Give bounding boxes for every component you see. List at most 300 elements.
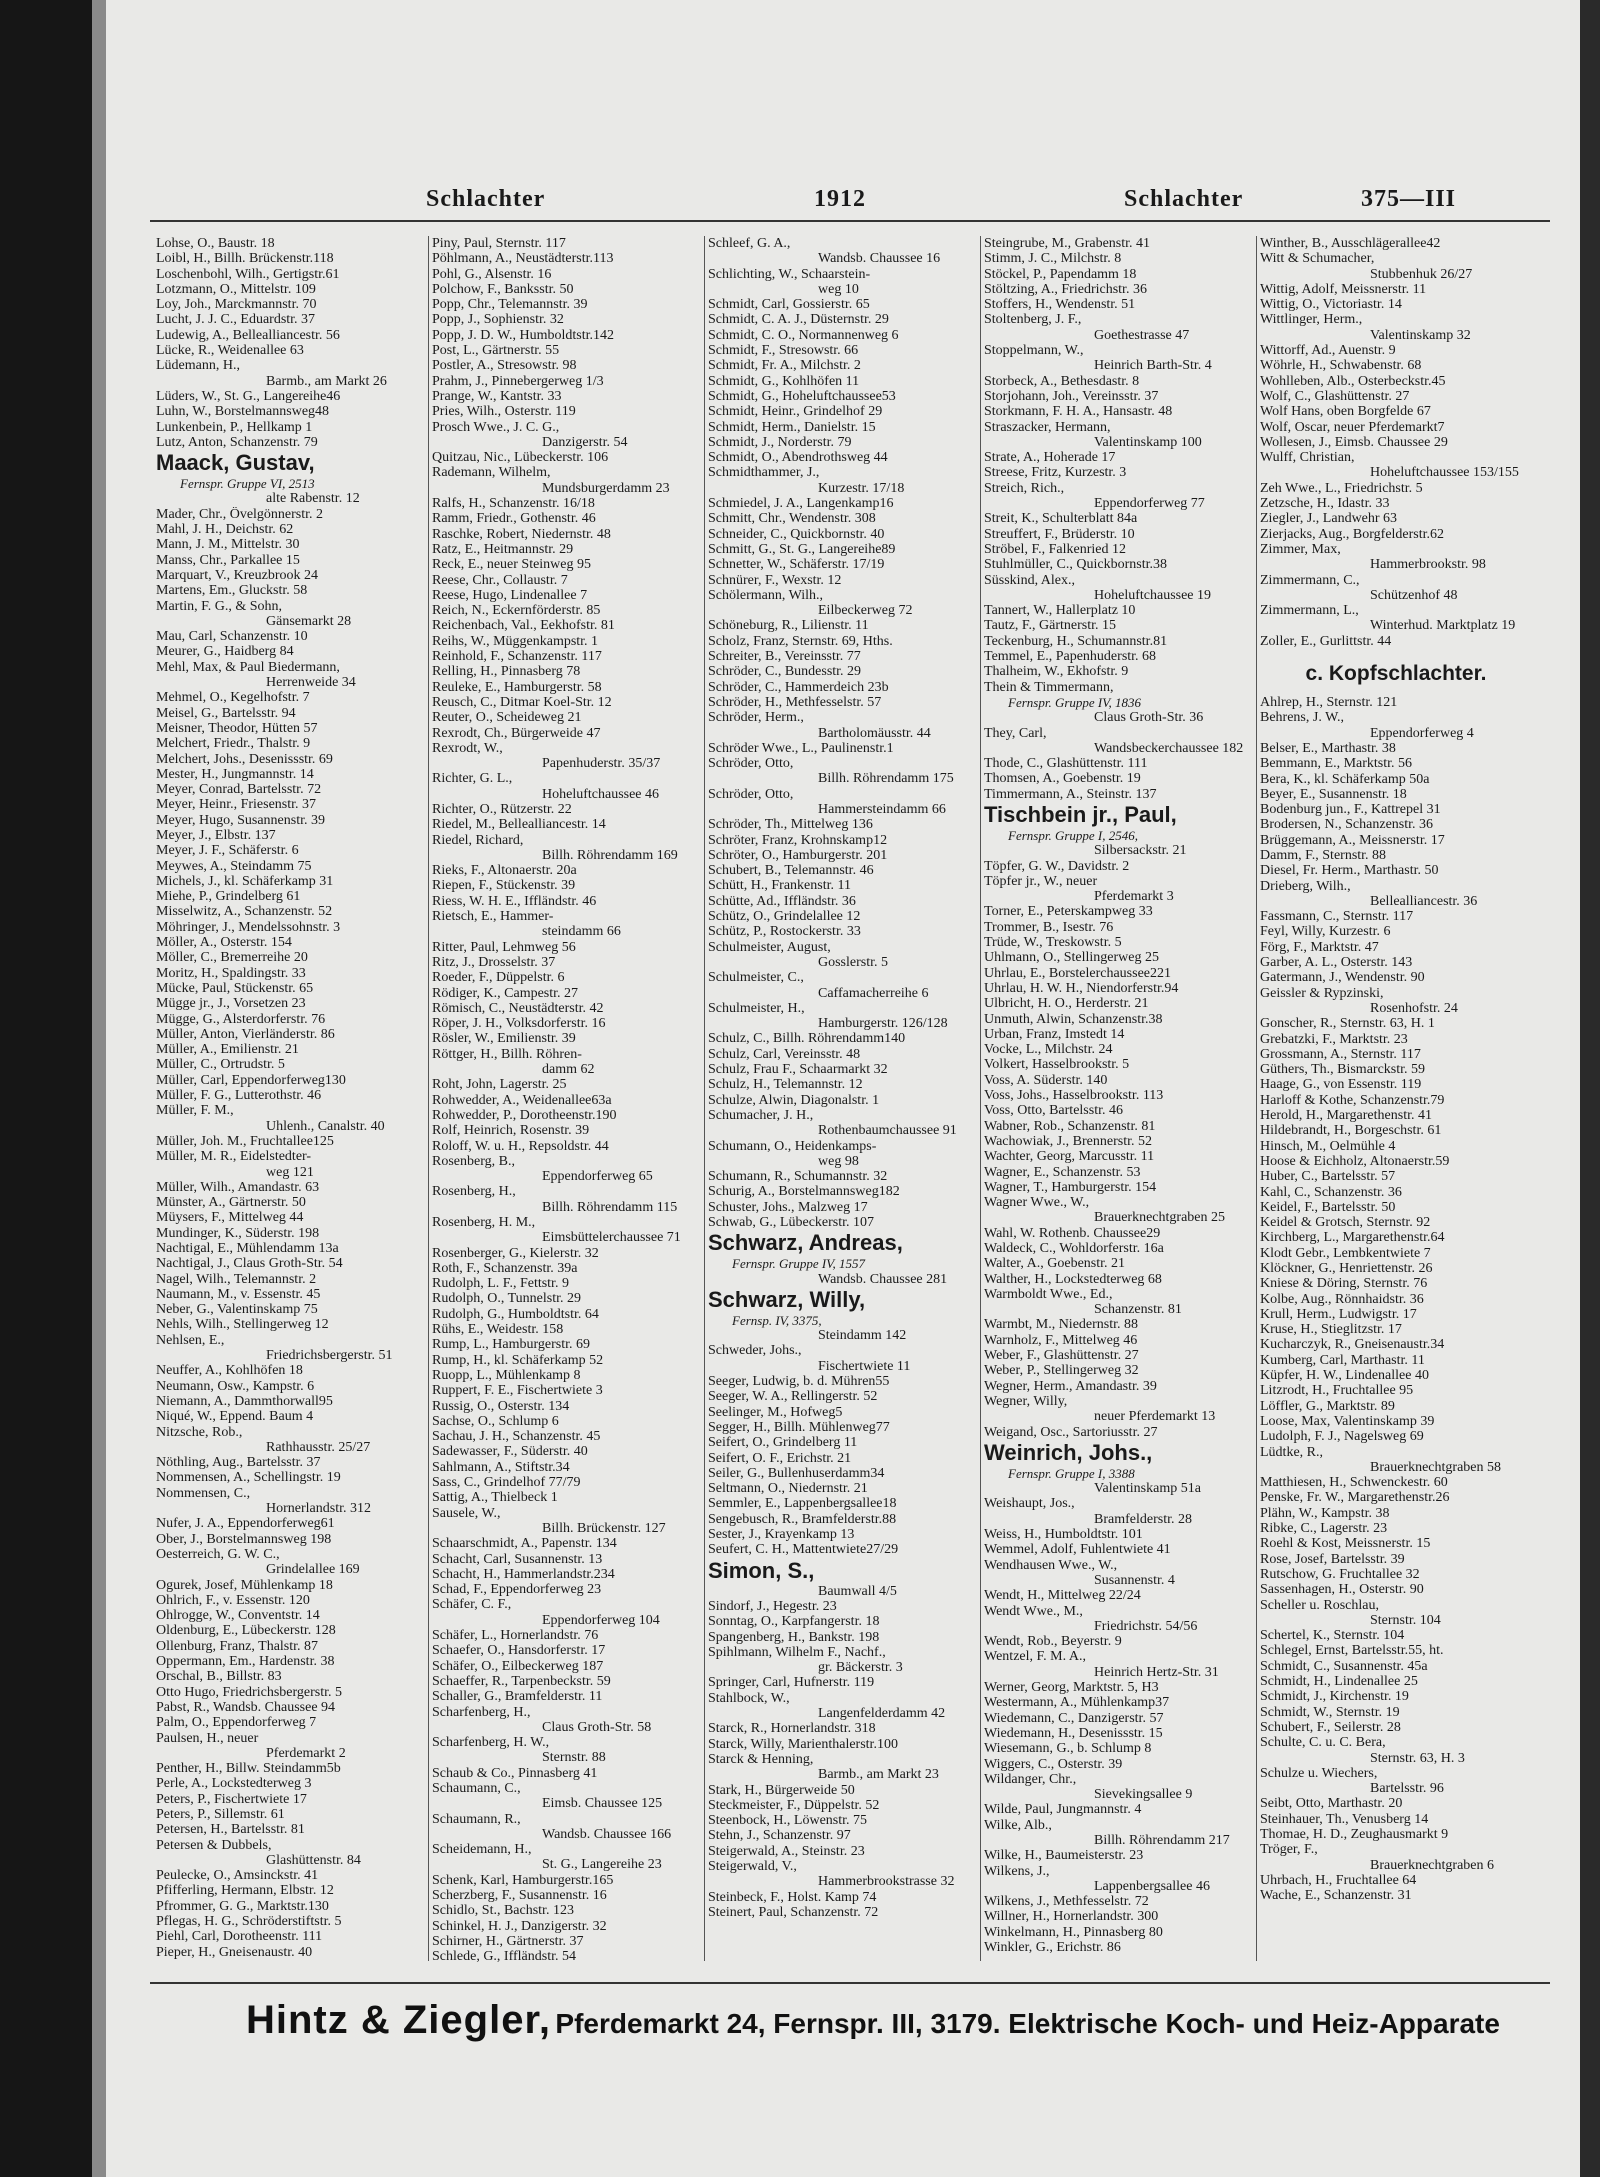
listing-entry: Schulze u. Wiechers, [1260, 1765, 1378, 1781]
listing-entry: Popp, J., Sophienstr. 32 [432, 312, 564, 328]
address-continuation: Hamburgerstr. 126/128 [818, 1016, 948, 1032]
listing-entry: Löffler, G., Marktstr. 89 [1260, 1398, 1395, 1414]
listing-entry: Mehl, Max, & Paul Biedermann, [156, 659, 340, 675]
listing-entry: Seibt, Otto, Marthastr. 20 [1260, 1796, 1403, 1812]
listing-entry: Roloff, W. u. H., Repsoldstr. 44 [432, 1138, 609, 1154]
listing-entry: Schidlo, St., Bachstr. 123 [432, 1903, 574, 1919]
listing-entry: Schenk, Karl, Hamburgerstr.165 [432, 1872, 614, 1888]
column-5 [1260, 236, 1532, 1971]
address-continuation: Fischertwiete 11 [818, 1358, 911, 1374]
listing-entry: Wegner, Herm., Amandastr. 39 [984, 1378, 1157, 1394]
listing-entry: Meyer, Hugo, Susannenstr. 39 [156, 812, 325, 828]
listing-entry: Mügge, G., Alsterdorferstr. 76 [156, 1011, 326, 1027]
address-continuation: Grindelallee 169 [266, 1562, 360, 1578]
address-continuation: Glashüttenstr. 84 [266, 1852, 361, 1868]
listing-entry: Steinert, Paul, Schanzenstr. 72 [708, 1904, 879, 1920]
listing-entry: Rump, L., Hamburgerstr. 69 [432, 1337, 591, 1353]
listing-entry: Kruse, H., Stieglitzstr. 17 [1260, 1322, 1402, 1338]
address-continuation: neuer Pferdemarkt 13 [1094, 1409, 1216, 1425]
listing-entry: Wilde, Paul, Jungmannstr. 4 [984, 1802, 1142, 1818]
listing-entry: Schröder, C., Hammerdeich 23b [708, 679, 889, 695]
listing-entry: Spihlmann, Wilhelm F., Nachf., [708, 1644, 886, 1660]
listing-entry: Lüders, W., St. G., Langereihe46 [156, 388, 341, 404]
listing-entry: Martens, Em., Gluckstr. 58 [156, 583, 308, 599]
listing-entry: Schneider, C., Quickbornstr. 40 [708, 526, 885, 542]
address-continuation: Brauerknechtgraben 25 [1094, 1210, 1225, 1226]
listing-entry: Rosenberg, B., [432, 1153, 515, 1169]
listing-entry: Schirner, H., Gärtnerstr. 37 [432, 1933, 584, 1949]
listing-entry: Weber, F., Glashüttenstr. 27 [984, 1348, 1139, 1364]
listing-entry: Schulmeister, H., [708, 1000, 805, 1016]
phone-line: Fernsp. IV, 3375, [732, 1312, 822, 1328]
listing-entry: Schumacher, J. H., [708, 1107, 814, 1123]
listing-entry: Ralfs, H., Schanzenstr. 16/18 [432, 496, 595, 512]
listing-entry: Ogurek, Josef, Mühlenkamp 18 [156, 1577, 333, 1593]
listing-entry: Schubert, F., Seilerstr. 28 [1260, 1719, 1401, 1735]
listing-entry: Niemann, A., Dammthorwall95 [156, 1393, 333, 1409]
listing-entry: Kirchberg, L., Margarethenstr.64 [1260, 1230, 1445, 1246]
listing-entry: Prahm, J., Pinnebergerweg 1/3 [432, 373, 604, 389]
listing-entry: Starck, R., Hornerlandstr. 318 [708, 1721, 876, 1737]
listing-entry: Reihs, W., Müggenkampstr. 1 [432, 633, 599, 649]
listing-entry: Schmiedel, J. A., Langenkamp16 [708, 496, 894, 512]
listing-entry: Weishaupt, Jos., [984, 1496, 1075, 1512]
listing-entry: Herold, H., Margarethenstr. 41 [1260, 1108, 1432, 1124]
listing-entry: Harloff & Kothe, Schanzenstr.79 [1260, 1092, 1445, 1108]
listing-entry: Kumberg, Carl, Marthastr. 11 [1260, 1352, 1425, 1368]
listing-entry: Moritz, H., Spaldingstr. 33 [156, 965, 306, 981]
listing-entry: Schlegel, Ernst, Bartelsstr.55, ht. [1260, 1643, 1444, 1659]
listing-entry: Steinhauer, Th., Venusberg 14 [1260, 1811, 1429, 1827]
listing-entry: Neber, G., Valentinskamp 75 [156, 1302, 318, 1318]
address-continuation: Langenfelderdamm 42 [818, 1706, 946, 1722]
listing-entry: Schwab, G., Lübeckerstr. 107 [708, 1215, 875, 1230]
address-continuation: Bellealliancestr. 36 [1370, 893, 1478, 909]
listing-entry: Seeger, W. A., Rellingerstr. 52 [708, 1389, 878, 1405]
column-divider [428, 236, 429, 1961]
listing-entry: Roehl & Kost, Meissnerstr. 15 [1260, 1536, 1431, 1552]
listing-entry: Zierjacks, Aug., Borgfelderstr.62 [1260, 526, 1445, 542]
phone-line: Fernspr. Gruppe I, 3388 [1008, 1465, 1135, 1481]
listing-entry: Niqué, W., Eppend. Baum 4 [156, 1409, 314, 1425]
listing-entry: Sahlmann, A., Stiftstr.34 [432, 1459, 570, 1475]
listing-entry: Plähn, W., Kampstr. 38 [1260, 1505, 1390, 1521]
listing-entry: Sausele, W., [432, 1505, 501, 1521]
listing-entry: Nehls, Wilh., Stellingerweg 12 [156, 1317, 329, 1333]
listing-entry: Schölermann, Wilh., [708, 587, 824, 603]
listing-entry: Scharfenberg, H. W., [432, 1735, 550, 1751]
listing-entry: Lotzmann, O., Mittelstr. 109 [156, 281, 316, 297]
listing-entry: Manss, Chr., Parkallee 15 [156, 552, 300, 568]
listing-entry: Timmermann, A., Steinstr. 137 [984, 786, 1157, 802]
address-continuation: Sternstr. 104 [1370, 1612, 1441, 1628]
address-continuation: Barmb., am Markt 23 [818, 1767, 939, 1783]
listing-entry: Warnholz, F., Mittelweg 46 [984, 1332, 1138, 1348]
listing-entry: Schaub & Co., Pinnasberg 41 [432, 1765, 598, 1781]
listing-entry: Reese, Hugo, Lindenallee 7 [432, 587, 588, 603]
listing-entry: Ruppert, F. E., Fischertwiete 3 [432, 1383, 603, 1399]
listing-entry: Stuhlmüller, C., Quickbornstr.38 [984, 557, 1167, 573]
listing-entry: Wiedemann, H., Desenissstr. 15 [984, 1725, 1163, 1741]
listing-entry: Töpfer, G. W., Davidstr. 2 [984, 858, 1130, 874]
listing-entry: Storjohann, Joh., Vereinsstr. 37 [984, 388, 1159, 404]
listing-entry: Mundinger, K., Süderstr. 198 [156, 1225, 320, 1241]
address-continuation: Heinrich Hertz-Str. 31 [1094, 1664, 1219, 1680]
listing-entry: Sester, J., Krayenkamp 13 [708, 1527, 855, 1543]
listing-entry: Möller, C., Bremerreihe 20 [156, 950, 308, 966]
address-continuation: Wandsbeckerchaussee 182 [1094, 740, 1244, 756]
listing-entry: Roht, John, Lagerstr. 25 [432, 1077, 567, 1093]
listing-entry: Otto Hugo, Friedrichsbergerstr. 5 [156, 1684, 342, 1700]
listing-entry: Weber, P., Stellingerweg 32 [984, 1363, 1139, 1379]
listing-entry: Willner, H., Hornerlandstr. 300 [984, 1909, 1159, 1925]
listing-entry: Rudolph, O., Tunnelstr. 29 [432, 1291, 581, 1307]
listing-entry: Müller, Joh. M., Fruchtallee125 [156, 1133, 334, 1149]
listing-entry: Rödiger, K., Campestr. 27 [432, 985, 579, 1001]
listing-entry: Müller, Anton, Vierländerstr. 86 [156, 1026, 335, 1042]
listing-entry: Roeder, F., Düppelstr. 6 [432, 970, 565, 986]
listing-entry: Wittorff, Ad., Auenstr. 9 [1260, 343, 1396, 359]
listing-entry: They, Carl, [984, 725, 1047, 741]
scan-edge-right [1580, 0, 1600, 2177]
address-continuation: Gänsemarkt 28 [266, 613, 352, 629]
listing-entry: Strate, A., Hoherade 17 [984, 450, 1116, 466]
column-2 [432, 236, 704, 1971]
listing-entry: Raschke, Robert, Niedernstr. 48 [432, 526, 611, 542]
listing-entry: Rösler, W., Emilienstr. 39 [432, 1031, 576, 1047]
address-continuation: Billh. Brückenstr. 127 [542, 1520, 666, 1536]
listing-entry: Lücke, R., Weidenallee 63 [156, 343, 304, 359]
listing-entry: Wilkens, J., Methfesselstr. 72 [984, 1894, 1149, 1910]
listing-entry: Straszacker, Hermann, [984, 419, 1111, 435]
listing-entry: Pries, Wilh., Osterstr. 119 [432, 404, 576, 420]
listing-entry: Reese, Chr., Collaustr. 7 [432, 572, 568, 588]
listing-entry: Mann, J. M., Mittelstr. 30 [156, 537, 300, 553]
listing-entry: Thalheim, W., Ekhofstr. 9 [984, 664, 1129, 680]
listing-entry: Pieper, H., Gneisenaustr. 40 [156, 1944, 313, 1960]
featured-entry-name: Simon, S., [708, 1557, 815, 1583]
listing-entry: Brodersen, N., Schanzenstr. 36 [1260, 817, 1434, 833]
listing-entry: Voss, Otto, Bartelsstr. 46 [984, 1103, 1123, 1119]
listing-entry: Winther, B., Ausschlägerallee42 [1260, 236, 1441, 251]
listing-entry: Schütte, Ad., Iffländstr. 36 [708, 893, 856, 909]
listing-entry: Ziegler, J., Landwehr 63 [1260, 511, 1398, 527]
listing-entry: Müller, Wilh., Amandastr. 63 [156, 1179, 320, 1195]
featured-entry-name: Tischbein jr., Paul, [984, 801, 1177, 827]
address-continuation: Hoheluftchaussee 153/155 [1370, 465, 1519, 481]
listing-entry: Schäfer, O., Eilbeckerweg 187 [432, 1658, 604, 1674]
listing-entry: Meyer, J. F., Schäferstr. 6 [156, 843, 299, 859]
listing-entry: Melchert, Friedr., Thalstr. 9 [156, 736, 311, 752]
listing-entry: Wittig, Adolf, Meissnerstr. 11 [1260, 281, 1427, 297]
listing-entry: Spangenberg, H., Bankstr. 198 [708, 1629, 880, 1645]
listing-entry: Misselwitz, A., Schanzenstr. 52 [156, 904, 333, 920]
listing-entry: Schleef, G. A., [708, 236, 791, 251]
address-continuation: Heinrich Barth-Str. 4 [1094, 358, 1212, 374]
listing-entry: Rolf, Heinrich, Rosenstr. 39 [432, 1123, 590, 1139]
listing-entry: Oesterreich, G. W. C., [156, 1546, 280, 1562]
listing-entry: Tautz, F., Gärtnerstr. 15 [984, 618, 1117, 634]
listing-entry: Rutschow, G. Fruchtallee 32 [1260, 1566, 1420, 1582]
listing-entry: Ritter, Paul, Lehmweg 56 [432, 939, 576, 955]
address-continuation: damm 62 [542, 1062, 595, 1078]
listing-entry: Wagner, E., Schanzenstr. 53 [984, 1164, 1141, 1180]
listing-entry: Weigand, Osc., Sartoriusstr. 27 [984, 1424, 1158, 1440]
address-continuation: Eimsb. Chaussee 125 [542, 1796, 663, 1812]
listing-entry: Schmitt, G., St. G., Langereihe89 [708, 541, 896, 557]
address-continuation: Billh. Röhrendamm 169 [542, 847, 678, 863]
listing-entry: Orschal, B., Billstr. 83 [156, 1669, 282, 1685]
address-continuation: Rosenhofstr. 24 [1370, 1000, 1458, 1016]
listing-entry: Voss, Johs., Hasselbrookstr. 113 [984, 1088, 1164, 1104]
address-continuation: Barmb., am Markt 26 [266, 373, 387, 389]
listing-entry: Trüde, W., Treskowstr. 5 [984, 935, 1122, 951]
listing-entry: Röttger, H., Billh. Röhren- [432, 1046, 582, 1062]
listing-entry: Wemmel, Adolf, Fuhlentwiete 41 [984, 1542, 1171, 1558]
listing-entry: Belser, E., Marthastr. 38 [1260, 740, 1396, 756]
listing-entry: Zoller, E., Gurlittstr. 44 [1260, 633, 1392, 649]
listing-entry: Wöhrle, H., Schwabenstr. 68 [1260, 358, 1422, 374]
phone-line: Fernspr. Gruppe I, 2546, [1008, 827, 1138, 843]
address-continuation: weg 10 [818, 281, 859, 297]
listing-entry: Wildanger, Chr., [984, 1771, 1077, 1787]
listing-entry: Stoltenberg, J. F., [984, 312, 1082, 328]
address-continuation: Goethestrasse 47 [1094, 327, 1190, 343]
listing-entry: Schütt, H., Frankenstr. 11 [708, 878, 851, 894]
listing-entry: Post, L., Gärtnerstr. 55 [432, 343, 560, 359]
listing-entry: Reuleke, E., Hamburgerstr. 58 [432, 679, 602, 695]
listing-entry: Meyer, J., Elbstr. 137 [156, 827, 276, 843]
listing-entry: Möller, A., Osterstr. 154 [156, 935, 292, 951]
address-continuation: Danzigerstr. 54 [542, 434, 628, 450]
listing-entry: Mügge jr., J., Vorsetzen 23 [156, 996, 306, 1012]
listing-entry: Urban, Franz, Imstedt 14 [984, 1026, 1125, 1042]
listing-entry: Reck, E., neuer Steinweg 95 [432, 557, 592, 573]
listing-entry: Steenbock, H., Löwenstr. 75 [708, 1813, 868, 1829]
listing-entry: Schinkel, H. J., Danzigerstr. 32 [432, 1918, 607, 1934]
listing-entry: Nitzsche, Rob., [156, 1424, 243, 1440]
address-continuation: Friedrichsbergerstr. 51 [266, 1348, 393, 1364]
listing-entry: Diesel, Fr. Herm., Marthastr. 50 [1260, 863, 1439, 879]
listing-entry: Steingrube, M., Grabenstr. 41 [984, 236, 1151, 251]
listing-entry: Streich, Rich., [984, 480, 1065, 496]
listing-entry: Lunkenbein, P., Hellkamp 1 [156, 419, 313, 435]
listing-entry: Storkmann, F. H. A., Hansastr. 48 [984, 404, 1173, 420]
listing-entry: Scharfenberg, H., [432, 1704, 531, 1720]
listing-entry: Mahl, J. H., Deichstr. 62 [156, 522, 294, 538]
listing-entry: Schröder, C., Bundesstr. 29 [708, 664, 862, 680]
listing-entry: Ludewig, A., Bellealliancestr. 56 [156, 327, 340, 343]
listing-entry: Stahlbock, W., [708, 1690, 790, 1706]
listing-entry: Steigerwald, A., Steinstr. 23 [708, 1843, 865, 1859]
scan-edge-left [0, 0, 92, 2177]
listing-entry: Beyer, E., Susannenstr. 18 [1260, 786, 1407, 802]
listing-entry: Zimmermann, L., [1260, 603, 1359, 619]
listing-entry: Walther, H., Lockstedterweg 68 [984, 1271, 1162, 1287]
listing-entry: Wentzel, F. M. A., [984, 1649, 1086, 1665]
listing-entry: Sonntag, O., Karpfangerstr. 18 [708, 1614, 880, 1630]
listing-entry: Miehe, P., Grindelberg 61 [156, 889, 301, 905]
listing-entry: Nehlsen, E., [156, 1332, 225, 1348]
column-divider [980, 236, 981, 1961]
listing-entry: Rudolph, L. F., Fettstr. 9 [432, 1276, 569, 1292]
listing-entry: Schad, F., Eppendorferweg 23 [432, 1582, 602, 1598]
listing-entry: Wiesemann, G., b. Schlump 8 [984, 1741, 1152, 1757]
listing-entry: Schaumann, R., [432, 1811, 521, 1827]
listing-entry: Schmidt, H., Lindenallee 25 [1260, 1674, 1418, 1690]
address-continuation: Mundsburgerdamm 23 [542, 480, 670, 496]
featured-entry-name: Schwarz, Andreas, [708, 1230, 903, 1256]
listing-entry: Popp, J. D. W., Humboldtstr.142 [432, 327, 615, 343]
listing-entry: Martin, F. G., & Sohn, [156, 598, 283, 614]
listing-entry: Meisner, Theodor, Hütten 57 [156, 720, 318, 736]
address-continuation: Eppendorferweg 65 [542, 1169, 653, 1185]
listing-entry: Müysers, F., Mittelweg 44 [156, 1210, 304, 1226]
listing-entry: Nachtigal, J., Claus Groth-Str. 54 [156, 1256, 343, 1272]
listing-entry: Seltmann, O., Niedernstr. 21 [708, 1481, 868, 1497]
listing-entry: Wagner Wwe., W., [984, 1195, 1090, 1211]
listing-entry: Schmidt, C. O., Normannenweg 6 [708, 327, 899, 343]
listing-entry: Schmidt, C., Susannenstr. 45a [1260, 1658, 1428, 1674]
listing-entry: Wolf Hans, oben Borgfelde 67 [1260, 404, 1431, 420]
address-continuation: Winterhud. Marktplatz 19 [1370, 618, 1516, 634]
listing-entry: Schmidt, J., Norderstr. 79 [708, 434, 852, 450]
listing-entry: Quitzau, Nic., Lübeckerstr. 106 [432, 450, 609, 466]
listing-entry: Müller, Carl, Eppendorferweg130 [156, 1072, 346, 1088]
listing-entry: Lüdtke, R., [1260, 1444, 1323, 1460]
column-1 [156, 236, 428, 1971]
listing-entry: Kniese & Döring, Sternstr. 76 [1260, 1276, 1428, 1292]
address-continuation: Sternstr. 63, H. 3 [1370, 1750, 1465, 1766]
listing-entry: Warmbt, M., Niedernstr. 88 [984, 1317, 1139, 1333]
address-continuation: steindamm 66 [542, 924, 621, 940]
listing-entry: Voss, A. Süderstr. 140 [984, 1072, 1108, 1088]
listing-entry: Klodt Gebr., Lembkentwiete 7 [1260, 1245, 1431, 1261]
listing-entry: Nagel, Wilh., Telemannstr. 2 [156, 1271, 317, 1287]
footer-firm-name: Hintz & Ziegler, [246, 1998, 551, 2042]
listing-entry: Storbeck, A., Bethesdastr. 8 [984, 373, 1140, 389]
listing-entry: Schubert, B., Telemannstr. 46 [708, 863, 874, 879]
listing-entry: Melchert, Johs., Desenissstr. 69 [156, 751, 333, 767]
listing-entry: Römisch, C., Neustädterstr. 42 [432, 1000, 604, 1016]
listing-entry: Uhrlau, H. W. H., Niendorferstr.94 [984, 980, 1179, 996]
listing-entry: Weiss, H., Humboldtstr. 101 [984, 1527, 1143, 1543]
listing-entry: Uhlmann, O., Stellingerweg 25 [984, 950, 1159, 966]
listing-entry: Peulecke, O., Amsinckstr. 41 [156, 1868, 319, 1884]
listing-entry: Petersen & Dubbels, [156, 1837, 272, 1853]
listing-entry: Zimmer, Max, [1260, 541, 1341, 557]
listing-entry: Meyer, Conrad, Bartelsstr. 72 [156, 782, 322, 798]
listing-entry: Zetzsche, H., Idastr. 33 [1260, 496, 1390, 512]
listing-entry: Schröter, Franz, Krohnskamp12 [708, 832, 888, 848]
listing-entry: Loschenbohl, Wilh., Gertigstr.61 [156, 266, 340, 282]
listing-entry: Volkert, Hasselbrookstr. 5 [984, 1057, 1130, 1073]
listing-entry: Oppermann, Em., Hardenstr. 38 [156, 1654, 335, 1670]
column-3 [708, 236, 980, 1971]
listing-entry: Reichenbach, Val., Eekhofstr. 81 [432, 618, 615, 634]
listing-entry: Ohlrich, F., v. Essenstr. 120 [156, 1592, 310, 1608]
listing-entry: Piehl, Carl, Dorotheenstr. 111 [156, 1929, 323, 1945]
footer-ad-text: Pferdemarkt 24, Fernspr. III, 3179. Elektrische Koch- und Heiz-Apparate [555, 2008, 1500, 2039]
address-continuation: St. G., Langereihe 23 [542, 1857, 662, 1873]
listing-entry: Ahlrep, H., Sternstr. 121 [1260, 695, 1398, 711]
address-continuation: Hoheluftchaussee 46 [542, 786, 660, 802]
listing-entry: Brüggemann, A., Meissnerstr. 17 [1260, 832, 1445, 848]
listing-entry: Ströbel, F., Falkenried 12 [984, 541, 1126, 557]
listing-entry: Neumann, Osw., Kampstr. 6 [156, 1378, 315, 1394]
listing-entry: Schertel, K., Sternstr. 104 [1260, 1628, 1405, 1644]
address-continuation: Gosslerstr. 5 [818, 954, 888, 970]
listing-entry: Temmel, E., Papenhuderstr. 68 [984, 649, 1157, 665]
listing-entry: Seifert, O. F., Erichstr. 21 [708, 1450, 852, 1466]
listing-entry: Müller, C., Ortrudstr. 5 [156, 1057, 285, 1073]
address-continuation: Steindamm 142 [818, 1328, 907, 1344]
listing-entry: Stoffers, H., Wendenstr. 51 [984, 297, 1136, 313]
address-continuation: Uhlenh., Canalstr. 40 [266, 1118, 385, 1134]
address-continuation: Susannenstr. 4 [1094, 1572, 1175, 1588]
listing-entry: Scherzberg, F., Susannenstr. 16 [432, 1888, 607, 1904]
listing-entry: Wolf, C., Glashüttenstr. 27 [1260, 388, 1410, 404]
listing-entry: Wendhausen Wwe., W., [984, 1557, 1118, 1573]
listing-entry: Starck, Willy, Marienthalerstr.100 [708, 1736, 898, 1752]
listing-entry: Meisel, G., Bartelsstr. 94 [156, 705, 296, 721]
listing-entry: Rosenberg, H., [432, 1184, 516, 1200]
listing-entry: Penske, Fr. W., Margarethenstr.26 [1260, 1490, 1450, 1506]
listing-entry: Schurig, A., Borstelmannsweg182 [708, 1184, 900, 1200]
address-continuation: weg 121 [266, 1164, 314, 1180]
address-continuation: Bartholomäusstr. 44 [818, 725, 931, 741]
listing-entry: Rieks, F., Altonaerstr. 20a [432, 863, 577, 879]
listing-entry: Rosenberg, H. M., [432, 1215, 536, 1230]
listing-entry: Ohlrogge, W., Conventstr. 14 [156, 1608, 320, 1624]
header-right-title: Schlachter [1124, 186, 1244, 212]
listing-entry: Michels, J., kl. Schäferkamp 31 [156, 873, 334, 889]
listing-entry: Meurer, G., Haidberg 84 [156, 644, 294, 660]
listing-entry: Nufer, J. A., Eppendorferweg61 [156, 1516, 335, 1532]
listing-entry: Schmidt, Herm., Danielstr. 15 [708, 419, 876, 435]
listing-entry: Bera, K., kl. Schäferkamp 50a [1260, 771, 1430, 787]
listing-entry: Winkelmann, H., Pinnasberg 80 [984, 1924, 1163, 1940]
listing-entry: Müller, A., Emilienstr. 21 [156, 1042, 299, 1058]
listing-entry: Schütz, O., Grindelallee 12 [708, 909, 861, 925]
address-continuation: Rathhausstr. 25/27 [266, 1439, 371, 1455]
listing-entry: Töpfer jr., W., neuer [984, 873, 1098, 889]
listing-entry: Schröter, O., Hamburgerstr. 201 [708, 847, 888, 863]
listing-entry: Wegner, Willy, [984, 1393, 1068, 1409]
address-continuation: Hammerbrookstr. 98 [1370, 557, 1486, 573]
listing-entry: Schröder, Otto, [708, 786, 794, 802]
listing-entry: Schmidt, Fr. A., Milchstr. 2 [708, 358, 861, 374]
listing-entry: Mader, Chr., Övelgönnerstr. 2 [156, 506, 324, 522]
listing-entry: Reusch, C., Ditmar Koel-Str. 12 [432, 694, 612, 710]
listing-entry: Schröder, Th., Mittelweg 136 [708, 817, 873, 833]
listing-entry: Schlede, G., Iffländstr. 54 [432, 1949, 576, 1965]
listing-entry: Rump, H., kl. Schäferkamp 52 [432, 1352, 604, 1368]
listing-entry: Wittig, O., Victoriastr. 14 [1260, 297, 1402, 313]
listing-entry: Warmboldt Wwe., Ed., [984, 1286, 1113, 1302]
listing-entry: Pflegas, H. G., Schröderstiftstr. 5 [156, 1914, 342, 1930]
address-continuation: weg 98 [818, 1153, 859, 1169]
address-continuation: Schützenhof 48 [1370, 587, 1458, 603]
listing-entry: Nöthling, Aug., Bartelsstr. 37 [156, 1455, 321, 1471]
listing-entry: Geissler & Rypzinski, [1260, 985, 1384, 1001]
listing-entry: Steigerwald, V., [708, 1858, 797, 1874]
listing-entry: Trommer, B., Isestr. 76 [984, 919, 1114, 935]
listing-entry: Schulz, C., Billh. Röhrendamm140 [708, 1031, 906, 1047]
listing-entry: Paulsen, H., neuer [156, 1730, 259, 1746]
phone-line: Fernspr. Gruppe IV, 1836 [1008, 694, 1142, 710]
listing-entry: Schulmeister, August, [708, 939, 831, 955]
